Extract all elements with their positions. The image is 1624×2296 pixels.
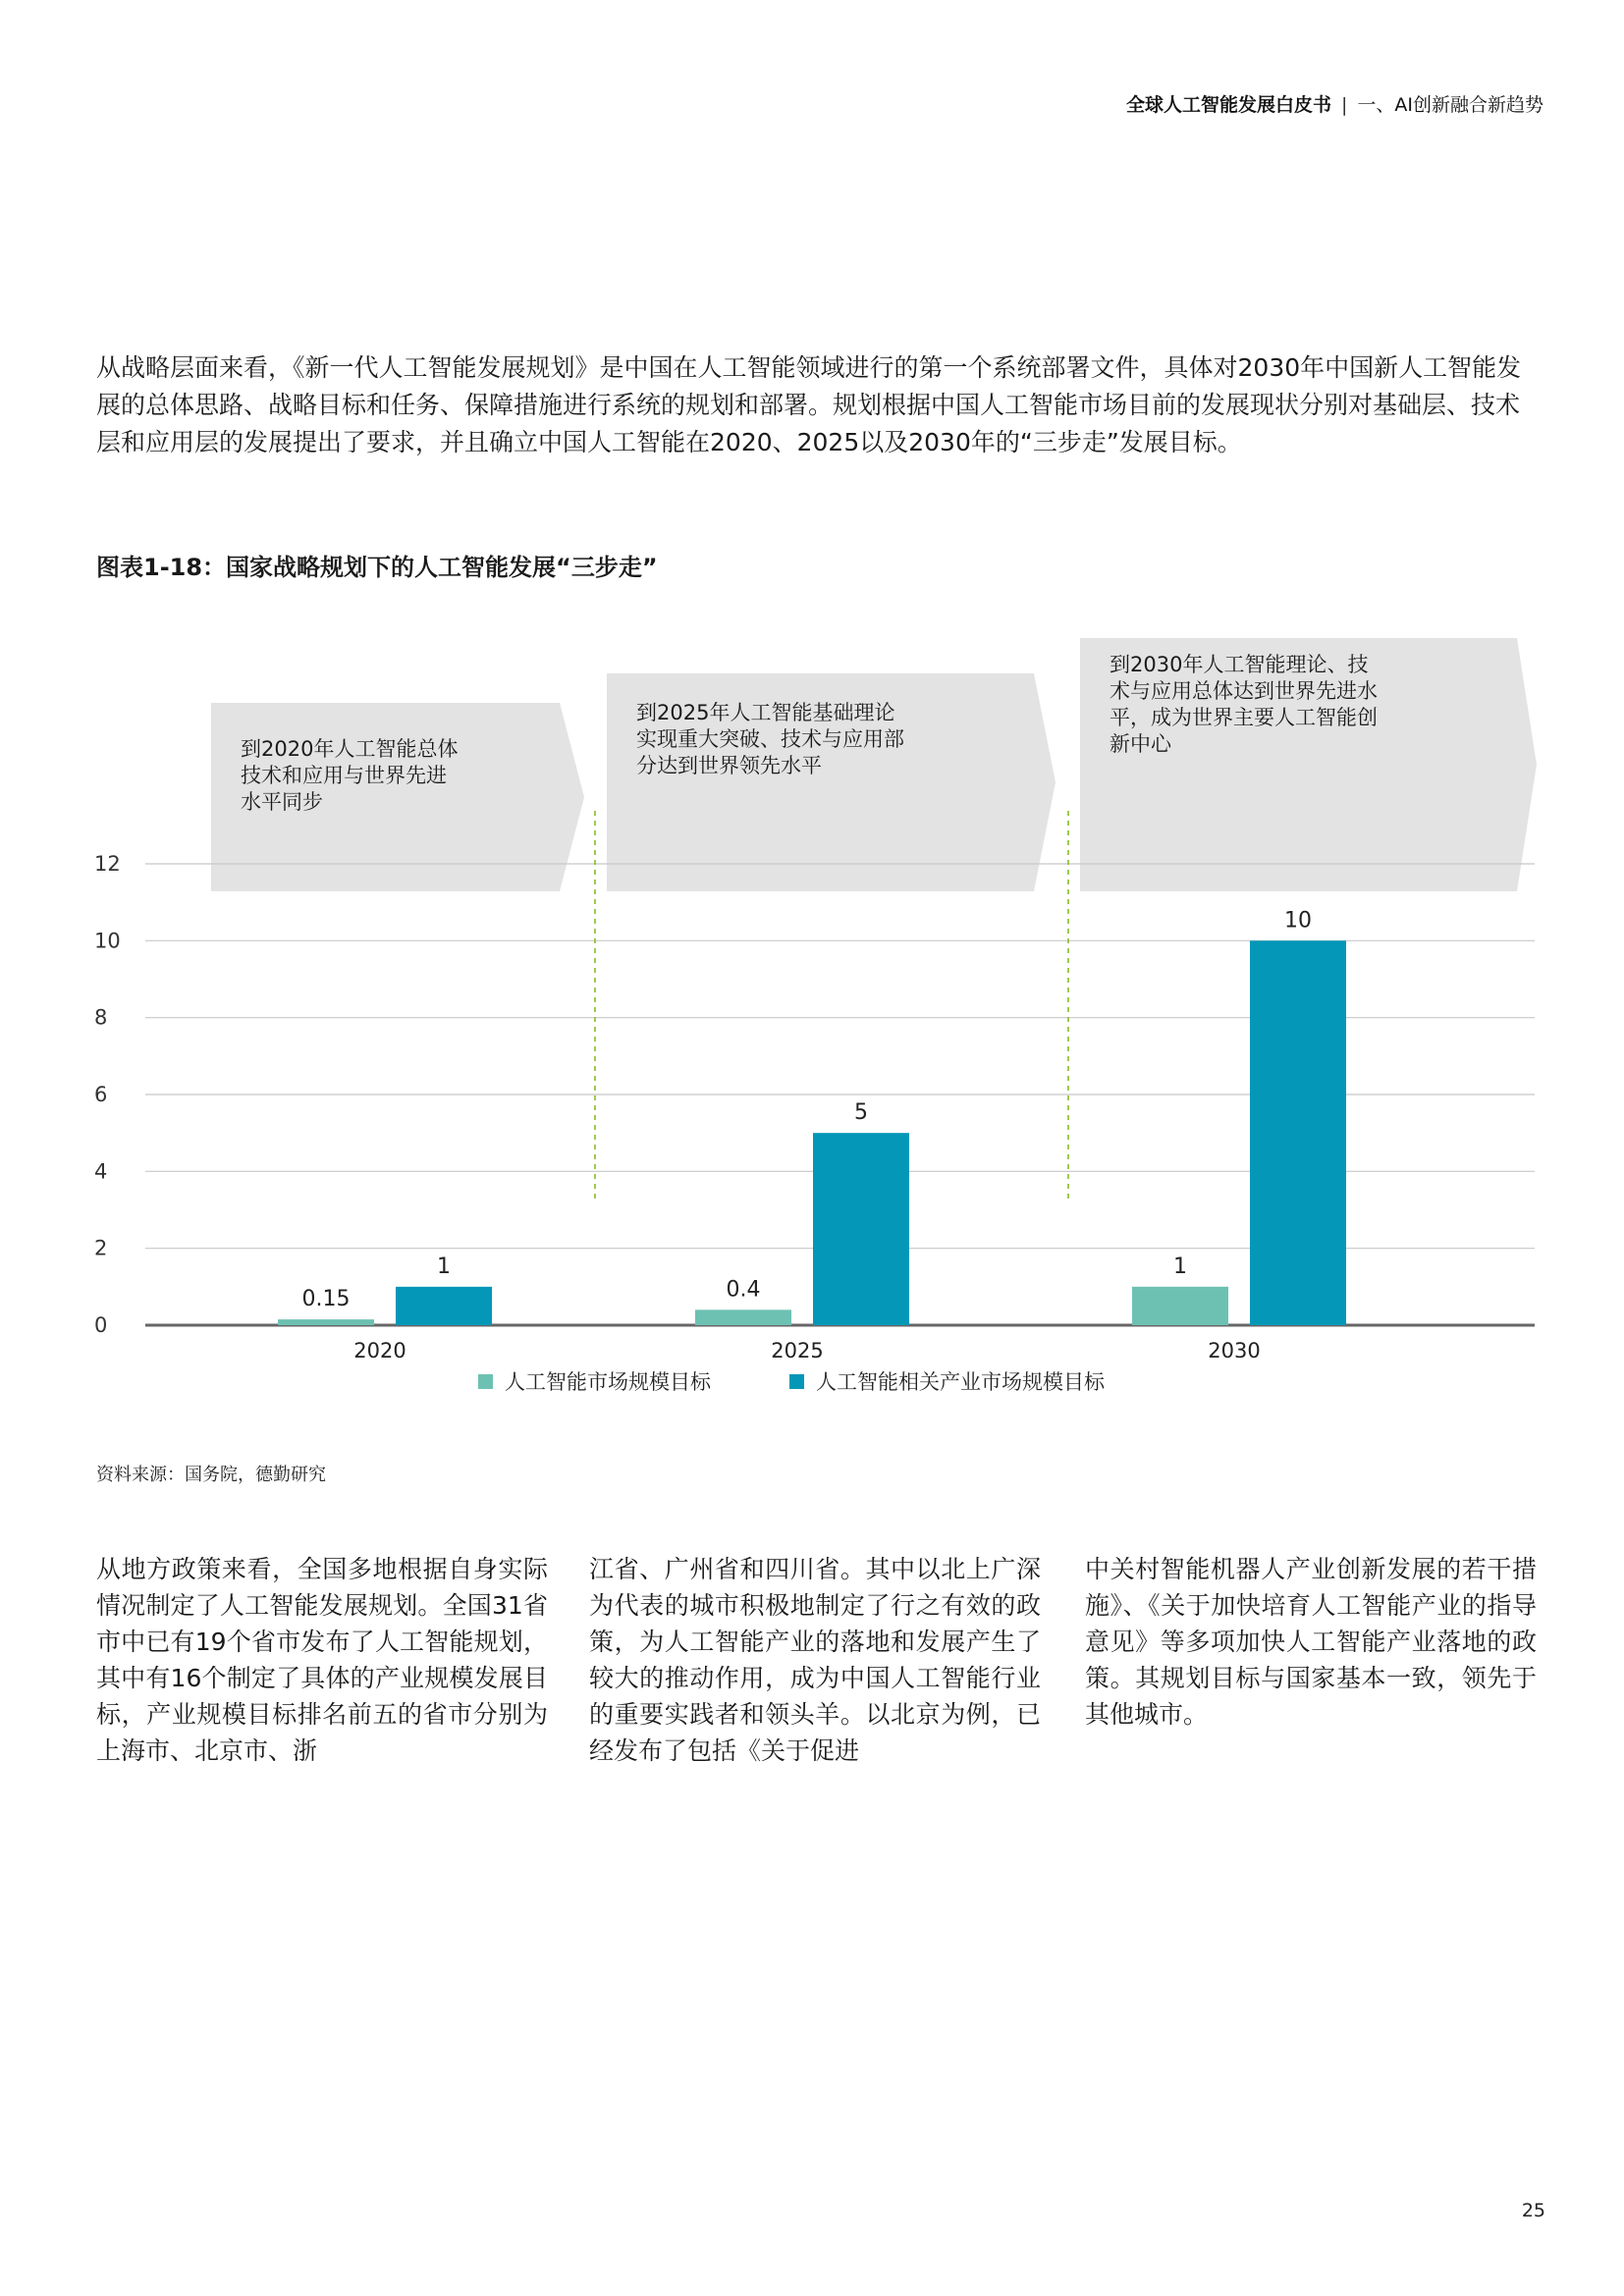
x-axis-labels	[353, 1339, 1260, 1362]
y-tick-label: 6	[94, 1083, 108, 1106]
bar-value-label: 1	[437, 1254, 451, 1279]
bar-value-label: 1	[1173, 1254, 1187, 1279]
legend-label-1: 人工智能相关产业市场规模目标	[816, 1370, 1105, 1394]
bar-value-label: 0.15	[301, 1287, 351, 1312]
chart-bars	[278, 908, 1346, 1325]
bar-2030-series-0	[1132, 1287, 1228, 1325]
three-step-chart	[0, 609, 1624, 1414]
intro-paragraph: 从战略层面来看，《新一代人工智能发展规划》是中国在人工智能领域进行的第一个系统部署文件，具体对2030年中国新人工智能发展的总体思路、战略目标和任务、保障措施进行系统的规划和部署。规划根据中国人工智能市场目前的发展现状分别对基础层、技术层和应用层的发展提出了要求，并且确立中国人工智能在2020、2025以及2030年的“三步走”发展目标。	[96, 353, 1522, 456]
milestone-2-line-1: 术与应用总体达到世界先进水	[1110, 679, 1378, 703]
y-tick-label: 4	[94, 1159, 108, 1184]
bar-value-label: 5	[854, 1100, 868, 1126]
y-tick-label: 8	[94, 1005, 108, 1030]
milestone-1-line-2: 分达到世界领先水平	[636, 754, 822, 777]
page-header	[1126, 90, 1543, 117]
y-tick-label: 10	[94, 929, 121, 953]
milestone-2-line-0: 到2030年人工智能理论、技	[1110, 653, 1369, 676]
header-separator: |	[1340, 94, 1348, 116]
chart-legend	[478, 1370, 1106, 1394]
milestone-2-line-2: 平，成为世界主要人工智能创	[1110, 706, 1378, 729]
legend-label-0: 人工智能市场规模目标	[505, 1370, 711, 1394]
bar-value-label: 10	[1284, 908, 1312, 934]
milestone-2-line-3: 新中心	[1110, 732, 1171, 756]
text-column-2: 江省、广州省和四川省。其中以北上广深为代表的城市积极地制定了行之有效的政策，为人工智能产业的落地和发展产生了较大的推动作用，成为中国人工智能行业的重要实践者和领头羊。以北京为例，已经发布了包括《关于促进	[589, 1555, 1041, 1765]
bar-2025-series-0	[695, 1309, 791, 1325]
source-note: 资料来源：国务院，德勤研究	[96, 1465, 326, 1485]
bar-2030-series-1	[1250, 940, 1346, 1325]
report-title: 全球人工智能发展白皮书	[1125, 94, 1331, 116]
bar-2020-series-0	[278, 1319, 374, 1325]
y-tick-label: 12	[94, 852, 121, 876]
x-tick-label: 2020	[353, 1339, 406, 1362]
bar-2020-series-1	[396, 1287, 492, 1325]
legend-swatch-0	[478, 1374, 493, 1389]
milestone-0-line-1: 技术和应用与世界先进	[241, 764, 447, 787]
milestone-1-line-0: 到2025年人工智能基础理论	[636, 701, 895, 724]
figure-title: 图表1-18：国家战略规划下的人工智能发展“三步走”	[96, 554, 658, 581]
y-tick-label: 0	[94, 1313, 108, 1337]
legend-swatch-1	[789, 1374, 804, 1389]
milestone-1-line-1: 实现重大突破、技术与应用部	[636, 727, 904, 751]
milestone-0-line-0: 到2020年人工智能总体	[241, 737, 459, 761]
bar-value-label: 0.4	[726, 1277, 761, 1303]
x-tick-label: 2025	[771, 1339, 824, 1362]
y-tick-label: 2	[94, 1236, 108, 1260]
x-tick-label: 2030	[1208, 1339, 1261, 1362]
milestone-0-line-2: 水平同步	[241, 790, 323, 814]
bar-2025-series-1	[813, 1133, 909, 1325]
text-column-1: 从地方政策来看，全国多地根据自身实际情况制定了人工智能发展规划。全国31省市中已有19个省市发布了人工智能规划，其中有16个制定了具体的产业规模发展目标，产业规模目标排名前五的省市分别为上海市、北京市、浙	[96, 1555, 548, 1765]
section-title: 一、AI创新融合新趋势	[1357, 94, 1543, 116]
milestone-arrows	[211, 638, 1537, 891]
text-column-3: 中关村智能机器人产业创新发展的若干措施》、《关于加快培育人工智能产业的指导意见》等多项加快人工智能产业落地的政策。其规划目标与国家基本一致，领先于其他城市。	[1085, 1555, 1537, 1729]
page-number: 25	[1521, 2200, 1545, 2221]
